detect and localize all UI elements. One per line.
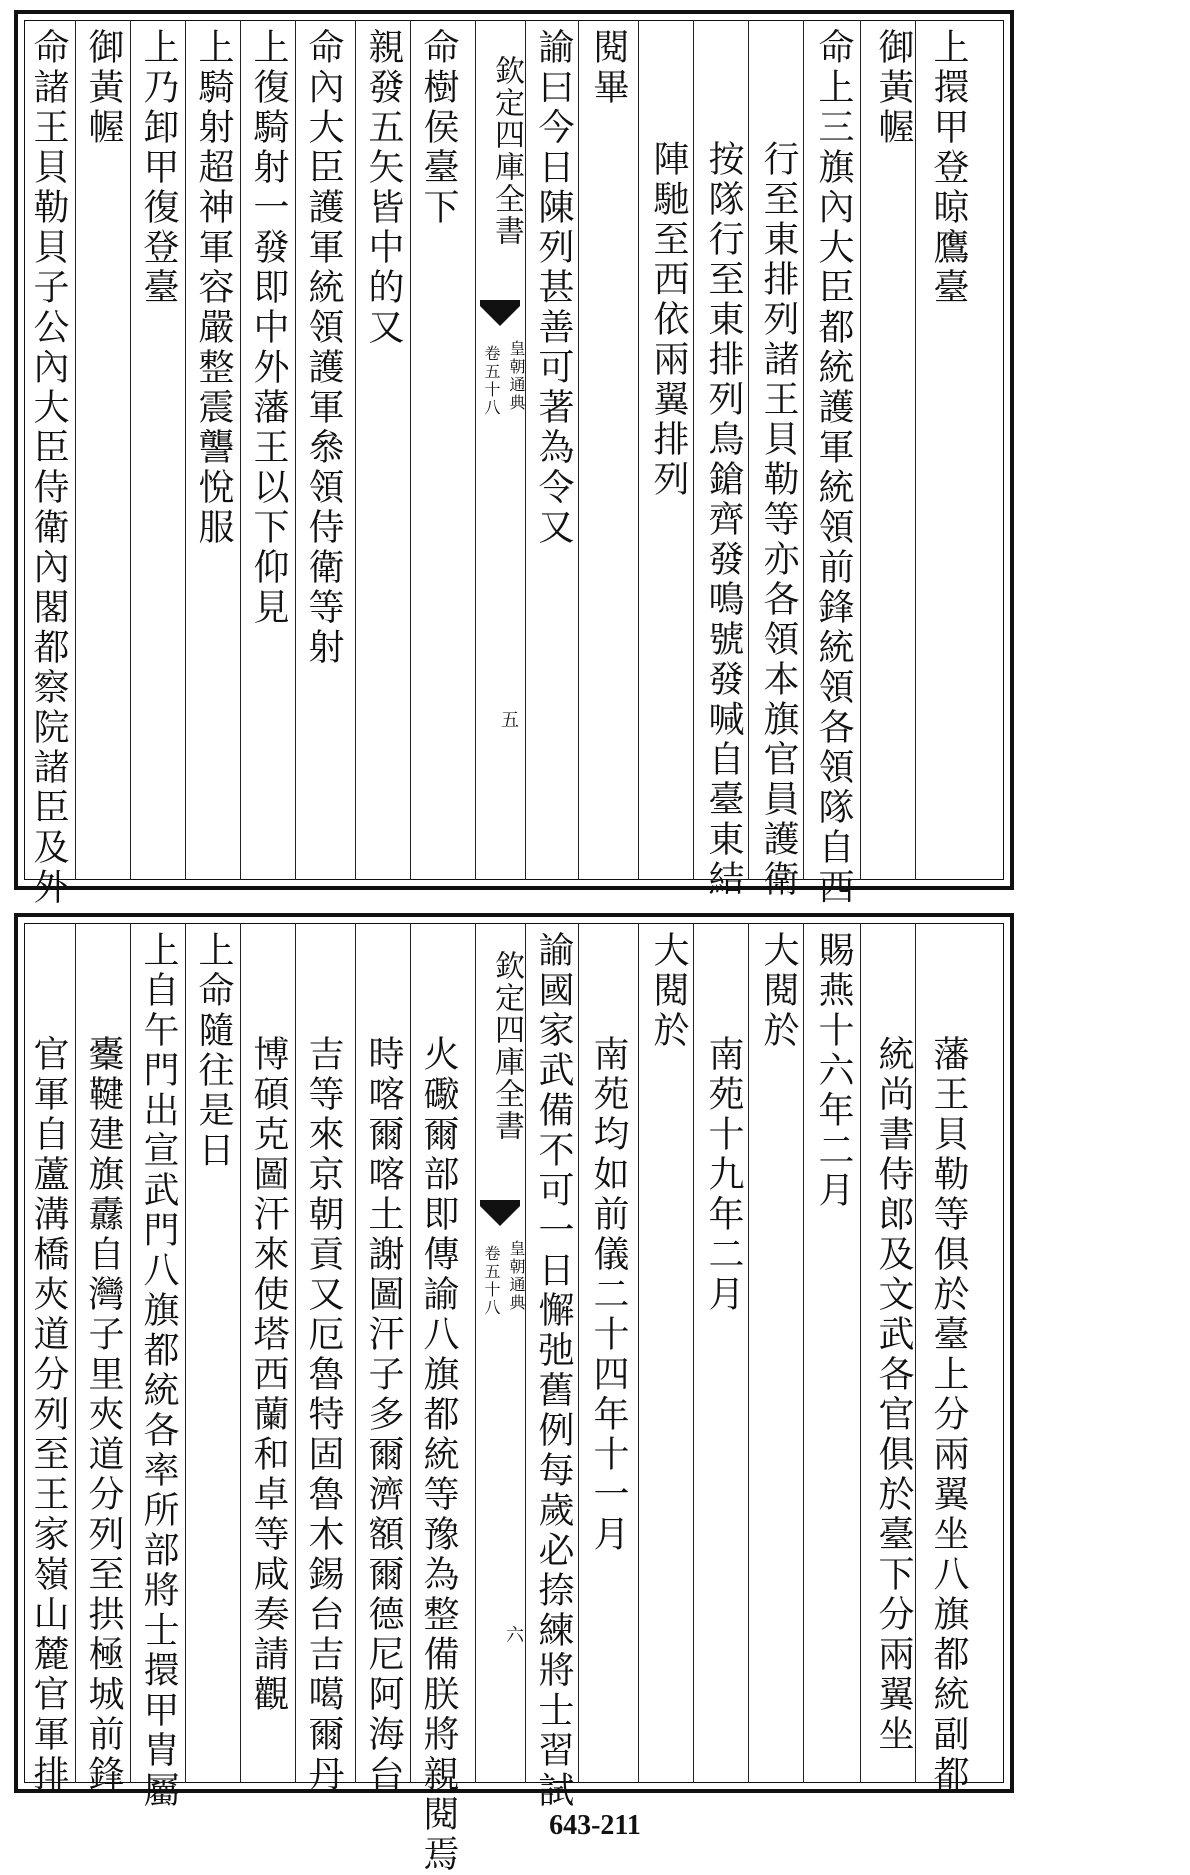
bottom-right-col-2: 統尚書侍郎及文武各官俱於臺下分兩翼坐 xyxy=(873,1035,914,1755)
top-left-col-5: 上騎射超神軍容嚴整震讋悅服 xyxy=(193,28,234,548)
bottom-right-col-8: 諭國家武備不可一日懈弛舊例每歲必捺練將士習試 xyxy=(533,931,574,1811)
bottom-left-col-4: 博碩克圖汗來使塔西蘭和卓等咸奏請觀 xyxy=(248,1035,289,1715)
top-right-col-1: 上擐甲登晾鷹臺 xyxy=(928,28,969,308)
bottom-right-col-5: 南苑十九年二月 xyxy=(703,1035,744,1315)
bottom-left-col-2: 時喀爾喀土謝圖汗子多爾濟額爾德尼阿海台 xyxy=(363,1035,404,1795)
top-right-col-6: 陣馳至西依兩翼排列 xyxy=(648,140,689,500)
bottom-right-col-3: 賜燕十六年二月 xyxy=(813,931,854,1211)
top-book-title: 欽定四庫全書 xyxy=(489,55,524,247)
top-left-col-8: 命諸王貝勒貝子公內大臣侍衛內閣都察院諸臣及外 xyxy=(28,28,69,908)
top-volume-label: 卷五十八 xyxy=(482,345,501,417)
top-page xyxy=(0,0,1190,908)
top-right-col-4: 行至東排列諸王貝勒等亦各領本旗官員護衛 xyxy=(758,140,799,900)
top-left-col-7: 御黃幄 xyxy=(83,28,124,148)
top-left-col-6: 上乃卸甲復登臺 xyxy=(138,28,179,308)
bottom-left-col-8: 官軍自蘆溝橋夾道分列至王家嶺山麓官軍排 xyxy=(28,1035,69,1795)
top-left-col-3: 命內大臣護軍統領護軍叅領侍衛等射 xyxy=(303,28,344,668)
top-leaf-number: 五 xyxy=(498,710,519,728)
bottom-right-col-7: 南苑均如前儀二十四年十一月 xyxy=(588,1035,629,1555)
bottom-fish-tail-ornament xyxy=(480,1200,520,1226)
top-book-section: 皇朝通典 xyxy=(507,340,526,412)
top-left-col-2: 親發五矢皆中的又 xyxy=(363,28,404,348)
bottom-right-col-6: 大閱於 xyxy=(648,931,689,1051)
bottom-book-title: 欽定四庫全書 xyxy=(489,950,524,1142)
bottom-right-col-1: 藩王貝勒等俱於臺上分兩翼坐八旗都統副都 xyxy=(928,1035,969,1795)
top-fish-tail-ornament xyxy=(480,300,520,326)
top-right-col-2: 御黃幄 xyxy=(873,28,914,148)
bottom-left-col-1: 火礮爾部即傳諭八旗都統等豫為整備朕將親閱焉 xyxy=(418,1035,459,1875)
top-right-col-8: 諭曰今日陳列甚善可著為令又 xyxy=(533,28,574,548)
bottom-left-col-7: 櫜鞬建旗纛自灣子里夾道分列至拱極城前鋒 xyxy=(83,1035,124,1795)
bottom-right-col-4: 大閱於 xyxy=(758,931,799,1051)
top-right-col-5: 按隊行至東排列鳥鎗齊發鳴號發喊自臺東結 xyxy=(703,140,744,900)
bottom-left-col-6: 上自午門出宣武門八旗都統各率所部將士擐甲胄屬 xyxy=(138,931,179,1811)
bottom-book-section: 皇朝通典 xyxy=(507,1240,526,1312)
bottom-left-col-5: 上命隨往是日 xyxy=(193,931,234,1171)
top-left-col-4: 上復騎射一發即中外藩王以下仰見 xyxy=(248,28,289,628)
bottom-leaf-number: 六 xyxy=(503,1625,524,1643)
top-right-col-3: 命上三旗內大臣都統護軍統領前鋒統領各領隊自西 xyxy=(813,28,854,908)
top-right-col-7: 閱畢 xyxy=(588,28,629,108)
bottom-volume-label: 卷五十八 xyxy=(482,1245,501,1317)
bottom-left-col-3: 吉等來京朝貢又厄魯特固魯木錫台吉噶爾丹 xyxy=(303,1035,344,1795)
top-left-col-1: 命樹侯臺下 xyxy=(418,28,459,228)
page-footer-id: 643-211 xyxy=(549,1810,641,1841)
